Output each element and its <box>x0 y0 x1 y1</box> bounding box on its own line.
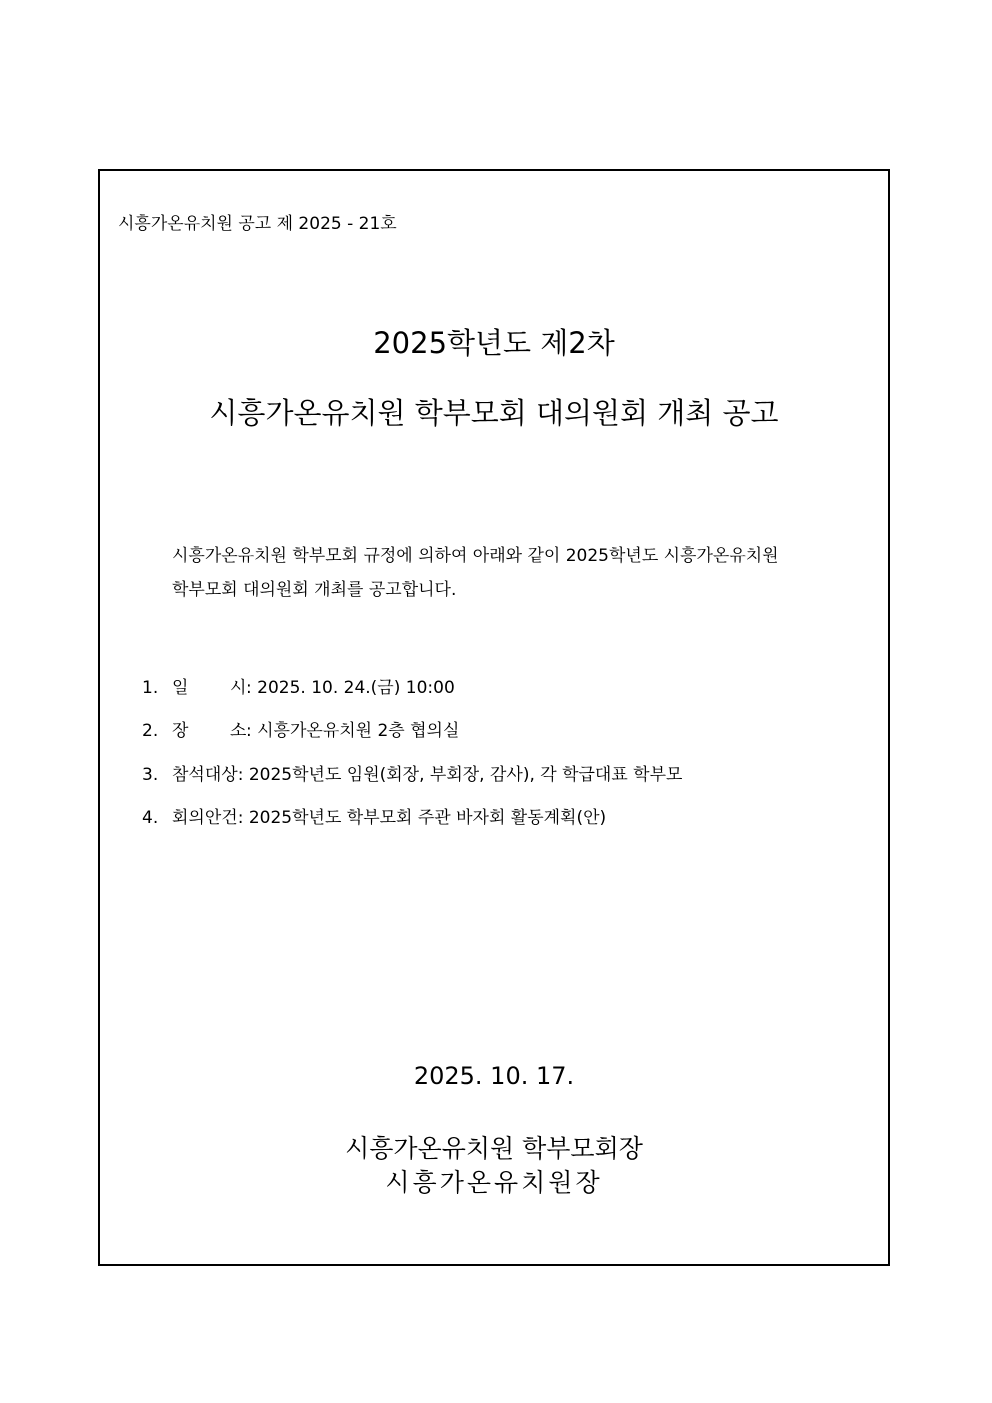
list-item-agenda <box>142 803 606 828</box>
list-item-datetime <box>142 673 455 698</box>
item-number: 2. <box>142 721 159 741</box>
signature-line-2: 시흥가온유치원장 <box>385 1168 603 1197</box>
item-value: : 2025학년도 학부모회 주관 바자회 활동계획(안) <box>237 808 607 828</box>
list-item-attendees <box>142 760 682 785</box>
item-label-part: 소 <box>230 721 247 741</box>
item-value: : 2025학년도 임원(회장, 부회장, 감사), 각 학급대표 학부모 <box>237 765 683 785</box>
intro-line-2: 학부모회 대의원회 개최를 공고합니다. <box>172 580 457 600</box>
title-line-2: 시흥가온유치원 학부모회 대의원회 개최 공고 <box>209 396 779 430</box>
item-number: 4. <box>142 808 159 828</box>
title-line-1: 2025학년도 제2차 <box>373 326 615 360</box>
item-label: 회의안건 <box>172 808 238 828</box>
item-number: 1. <box>142 678 159 698</box>
item-label-part: 시 <box>230 678 247 698</box>
intro-line-1: 시흥가온유치원 학부모회 규정에 의하여 아래와 같이 2025학년도 시흥가온유치원 <box>172 546 779 566</box>
item-value: : 시흥가온유치원 2층 협의실 <box>246 721 460 741</box>
signature-line-1: 시흥가온유치원 학부모회장 <box>345 1134 643 1163</box>
item-label-part: 장 <box>172 721 189 741</box>
item-label: 참석대상 <box>172 765 238 785</box>
item-label-part: 일 <box>172 678 189 698</box>
list-item-place <box>142 716 459 741</box>
item-number: 3. <box>142 765 159 785</box>
announcement-date: 2025. 10. 17. <box>413 1062 575 1090</box>
notice-number: 시흥가온유치원 공고 제 2025 - 21호 <box>118 214 397 234</box>
item-value: : 2025. 10. 24.(금) 10:00 <box>246 678 455 698</box>
